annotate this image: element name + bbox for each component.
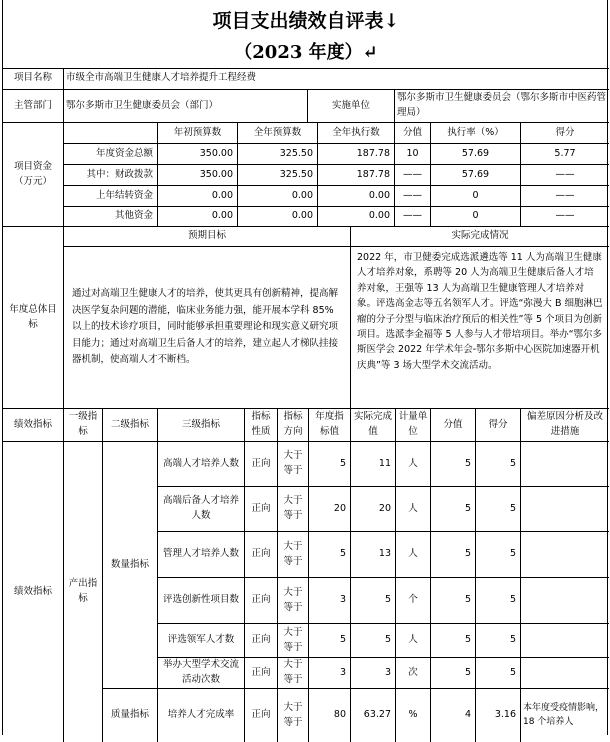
perf-note-cell	[521, 487, 609, 532]
dept-value: 鄂尔多斯市卫生健康委员会（部门）	[64, 90, 308, 123]
funds-row-name: 其他资金	[64, 207, 158, 227]
perf-got-cell: 5	[476, 487, 521, 532]
funds-cell: 0.00	[158, 207, 238, 227]
perf-unit-cell: 人	[396, 487, 431, 532]
funds-cell: 350.00	[158, 144, 238, 165]
perf-header: 指标方向	[278, 409, 309, 442]
perf-score-cell: 5	[431, 442, 476, 487]
perf-actual-cell: 13	[351, 532, 396, 578]
funds-cell: 0.00	[238, 207, 318, 227]
perf-name-cell: 高端人才培养人数	[158, 442, 245, 487]
unit-value: 鄂尔多斯市卫生健康委员会（鄂尔多斯市中医药管理局）	[395, 90, 609, 123]
perf-actual-cell: 3	[351, 658, 396, 689]
form-title: 项目支出绩效自评表↓	[212, 10, 400, 32]
perf-target-cell: 3	[309, 578, 351, 624]
target-text: 通过对高端卫生健康人才的培养，使其更具有创新精神，提高解决医学复杂问题的潜能，临床业务能力强，能开展本学科 85%以上的技术诊疗项目，同时能够承担重要理论和现实意义研究项目能力；通过对高端卫生后备人才的培养，建立起人才梯队挂接器机制，使高端人才不断档。	[64, 247, 351, 409]
funds-cell: ——	[395, 186, 431, 207]
funds-cell: ——	[395, 207, 431, 227]
funds-cell: 0	[431, 207, 521, 227]
perf-actual-cell: 5	[351, 624, 396, 658]
perf-dir-cell: 大于等于	[278, 689, 309, 742]
perf-note-cell	[521, 532, 609, 578]
perf-header: 二级指标	[103, 409, 158, 442]
perf-dir-cell: 大于等于	[278, 624, 309, 658]
funds-cell: ——	[521, 207, 609, 227]
unit-label: 实施单位	[308, 90, 395, 123]
perf-score-cell: 5	[431, 658, 476, 689]
perf-header: 分值	[431, 409, 476, 442]
perf-actual-cell: 63.27	[351, 689, 396, 742]
perf-got-cell: 5	[476, 532, 521, 578]
funds-cell: ——	[395, 165, 431, 186]
funds-cell: 0.00	[318, 207, 395, 227]
project-name-value: 市级全市高端卫生健康人才培养提升工程经费	[64, 68, 609, 90]
level2-qty-label: 数量指标	[103, 442, 158, 689]
perf-target-cell: 3	[309, 658, 351, 689]
funds-cell: 10	[395, 144, 431, 165]
level1-label: 产出指标	[64, 442, 103, 742]
perf-section-label: 绩效指标	[3, 442, 64, 742]
perf-header: 年度指标值	[309, 409, 351, 442]
funds-cell: 0.00	[238, 186, 318, 207]
funds-header: 得分	[521, 123, 609, 144]
perf-unit-cell: 次	[396, 658, 431, 689]
perf-note-cell	[521, 658, 609, 689]
perf-actual-cell: 11	[351, 442, 396, 487]
perf-name-cell: 评选创新性项目数	[158, 578, 245, 624]
perf-unit-cell: 个	[396, 578, 431, 624]
perf-note-cell: 本年度受疫情影响，18 个培养人	[523, 702, 605, 727]
perf-dir-cell: 大于等于	[278, 442, 309, 487]
perf-header: 得分	[476, 409, 521, 442]
perf-got-cell: 5	[476, 442, 521, 487]
funds-header: 全年预算数	[238, 123, 318, 144]
perf-target-cell: 5	[309, 532, 351, 578]
funds-cell: 187.78	[318, 165, 395, 186]
perf-dir-cell: 大于等于	[278, 532, 309, 578]
funds-cell: 0.00	[158, 186, 238, 207]
perf-target-cell: 80	[309, 689, 351, 742]
funds-cell: 325.50	[238, 144, 318, 165]
funds-cell: 325.50	[238, 165, 318, 186]
level2-quality-label: 质量指标	[103, 689, 158, 742]
perf-header: 计量单位	[396, 409, 431, 442]
perf-name-cell: 培养人才完成率	[158, 689, 245, 742]
perf-unit-cell: 人	[396, 532, 431, 578]
actual-text: 2022 年，市卫健委完成选派遴选等 11 人为高端卫生健康人才培养对象，系聘等 20 人为高端卫生健康后备人才培养对象，王强等 13 人为高端卫生健康管理人才培养对象。评选高金志等五名领军人才。评选“弥漫大 B 细胞淋巴瘤的分子分型与临床治疗预后的相关性”等 5 个项目为创新项目。选派李金福等 5 人参与人才带培项目。举办“鄂尔多斯医学会 2022 年学术年会-鄂尔多斯中心医院加速器开机庆典”等 3 场大型学术交流活动。	[351, 247, 609, 409]
perf-actual-cell: 5	[351, 578, 396, 624]
perf-got-cell: 3.16	[476, 689, 521, 742]
perf-score-cell: 5	[431, 487, 476, 532]
perf-actual-cell: 20	[351, 487, 396, 532]
perf-dir-cell: 大于等于	[278, 658, 309, 689]
perf-header: 偏差原因分析及改进措施	[521, 409, 609, 442]
perf-dir-cell: 大于等于	[278, 487, 309, 532]
perf-unit-cell: 人	[396, 624, 431, 658]
perf-note-cell	[521, 578, 609, 624]
funds-cell: 350.00	[158, 165, 238, 186]
perf-name-cell: 高端后备人才培养人数	[158, 487, 245, 532]
evaluation-form	[2, 0, 608, 735]
perf-name-cell: 管理人才培养人数	[158, 532, 245, 578]
perf-target-cell: 20	[309, 487, 351, 532]
perf-target-cell: 5	[309, 442, 351, 487]
perf-nature-cell: 正向	[245, 624, 278, 658]
project-name-label: 项目名称	[3, 68, 64, 90]
funds-cell: 187.78	[318, 144, 395, 165]
perf-nature-cell: 正向	[245, 689, 278, 742]
funds-cell: ——	[521, 165, 609, 186]
actual-header: 实际完成情况	[351, 227, 609, 247]
perf-got-cell: 5	[476, 658, 521, 689]
perf-nature-cell: 正向	[245, 658, 278, 689]
funds-cell: 57.69	[431, 165, 521, 186]
perf-name-cell: 评选领军人才数	[158, 624, 245, 658]
funds-header-blank	[64, 123, 158, 144]
funds-cell: ——	[521, 186, 609, 207]
form-subtitle: （2023 年度）↵	[234, 42, 378, 63]
perf-got-cell: 5	[476, 578, 521, 624]
funds-cell: 5.77	[521, 144, 609, 165]
funds-row-name: 上年结转资金	[64, 186, 158, 207]
perf-dir-cell: 大于等于	[278, 578, 309, 624]
perf-header: 三级指标	[158, 409, 245, 442]
perf-nature-cell: 正向	[245, 532, 278, 578]
perf-header: 指标性质	[245, 409, 278, 442]
perf-score-cell: 5	[431, 532, 476, 578]
funds-cell: 0.00	[318, 186, 395, 207]
funds-header: 年初预算数	[158, 123, 238, 144]
dept-label: 主管部门	[3, 90, 64, 123]
perf-name-cell: 举办大型学术交流活动次数	[158, 658, 245, 689]
perf-nature-cell: 正向	[245, 487, 278, 532]
funds-row-name: 年度资金总额	[64, 144, 158, 165]
goals-label: 年度总体目标	[3, 227, 64, 409]
perf-note-cell	[521, 624, 609, 658]
funds-row-name: 其中：财政拨款	[64, 165, 158, 186]
funds-cell: 57.69	[431, 144, 521, 165]
funds-header: 全年执行数	[318, 123, 395, 144]
funds-cell: 0	[431, 186, 521, 207]
funds-header: 执行率（%）	[431, 123, 521, 144]
perf-unit-cell: %	[396, 689, 431, 742]
perf-score-cell: 5	[431, 578, 476, 624]
perf-header: 一级指标	[64, 409, 103, 442]
perf-label: 绩效指标	[3, 409, 64, 442]
perf-score-cell: 4	[431, 689, 476, 742]
perf-nature-cell: 正向	[245, 578, 278, 624]
perf-score-cell: 5	[431, 624, 476, 658]
funds-label: 项目资金（万元）	[3, 123, 64, 227]
perf-target-cell: 5	[309, 624, 351, 658]
perf-got-cell: 5	[476, 624, 521, 658]
perf-nature-cell: 正向	[245, 442, 278, 487]
target-header: 预期目标	[64, 227, 351, 247]
funds-header: 分值	[395, 123, 431, 144]
perf-unit-cell: 人	[396, 442, 431, 487]
perf-header: 实际完成值	[351, 409, 396, 442]
perf-note-cell	[521, 442, 609, 487]
